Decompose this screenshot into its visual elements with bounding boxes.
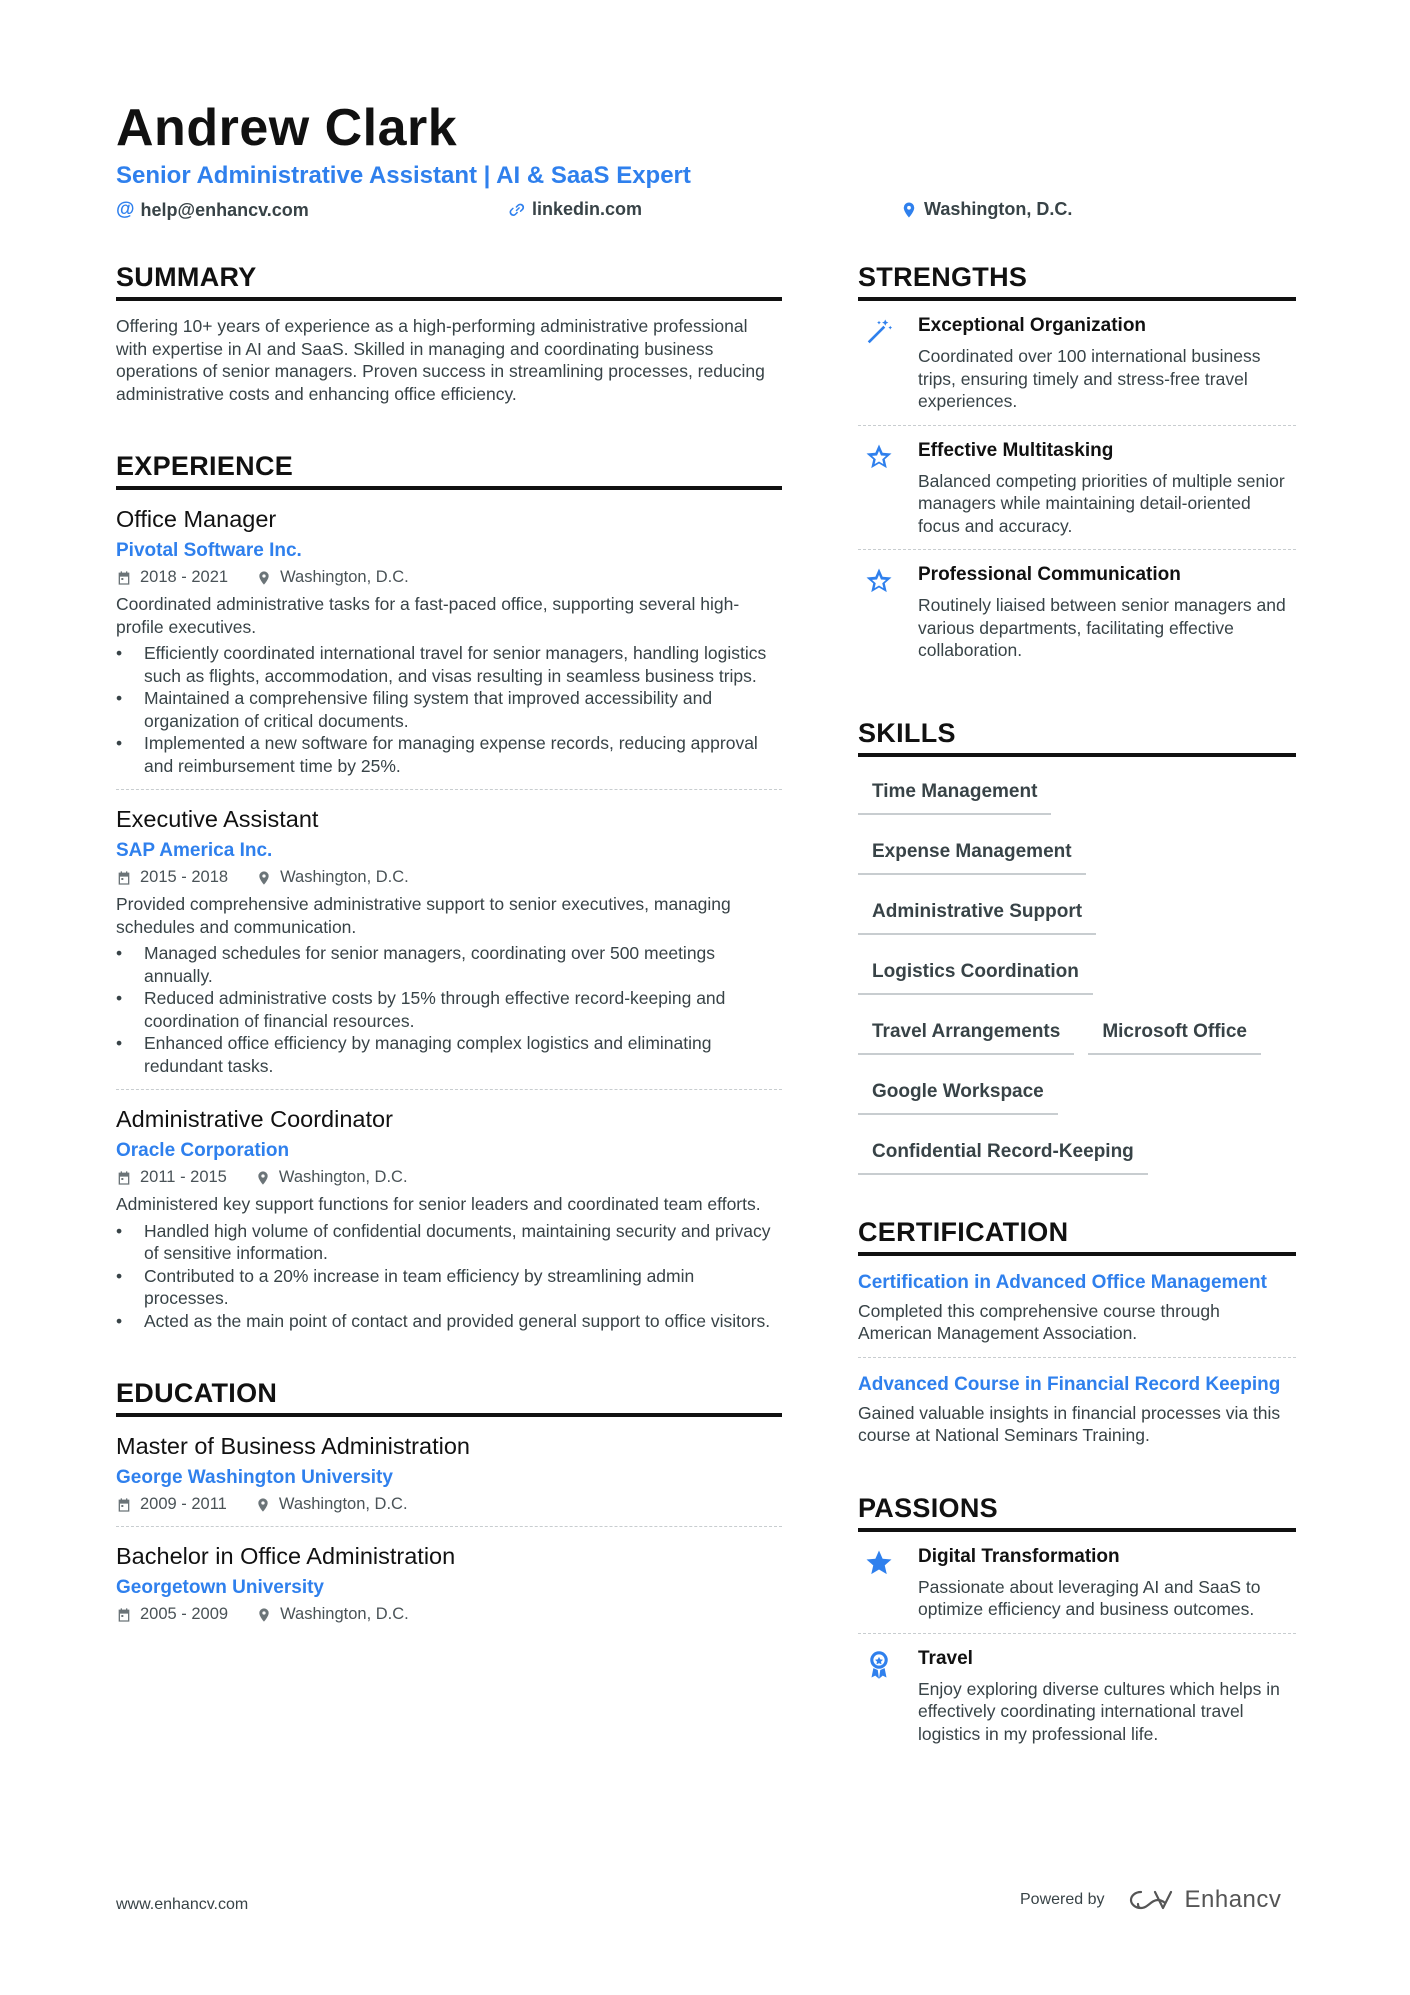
candidate-name: Andrew Clark: [116, 99, 458, 157]
job-bullets: [116, 942, 782, 1077]
divider: [858, 1357, 1296, 1358]
skills-list: [858, 769, 1296, 1189]
job-meta: [116, 568, 782, 587]
left-column: [116, 262, 782, 1624]
job-bullet: • Maintained a comprehensive filing system that improved accessibility and organization of critical documents.: [116, 687, 782, 732]
calendar-icon: [116, 1170, 132, 1186]
strengths-heading: STRENGTHS: [858, 262, 1296, 301]
location-pin-icon: [256, 1607, 272, 1623]
skill-tag: Administrative Support: [858, 889, 1096, 935]
candidate-title: Senior Administrative Assistant | AI & SaaS Expert: [116, 162, 691, 189]
brand-name: Enhancv: [1184, 1886, 1282, 1913]
location-pin-icon: [900, 201, 918, 219]
skill-tag: Time Management: [858, 769, 1051, 815]
certification-description: Gained valuable insights in financial processes via this course at National Seminars Training.: [858, 1402, 1281, 1445]
job-meta: [116, 868, 782, 887]
education-school: George Washington University: [116, 1467, 393, 1488]
job-bullets: [116, 1220, 782, 1333]
job-location: Washington, D.C.: [280, 868, 409, 886]
certification-title: Advanced Course in Financial Record Keeping: [858, 1373, 1281, 1395]
job-location: Washington, D.C.: [280, 568, 409, 586]
strengths-section: [858, 262, 1296, 674]
right-column: [858, 262, 1296, 1757]
education-school: Georgetown University: [116, 1577, 324, 1598]
passion-item: [858, 1532, 1296, 1633]
certification-description: Completed this comprehensive course through American Management Association.: [858, 1300, 1220, 1343]
education-location: Washington, D.C.: [278, 1495, 408, 1513]
job-dates: 2011 - 2015: [140, 1168, 227, 1186]
job-location: Washington, D.C.: [278, 1168, 408, 1186]
education-heading: EDUCATION: [116, 1378, 782, 1417]
education-dates: 2009 - 2011: [140, 1495, 227, 1513]
passions-section: [858, 1493, 1296, 1758]
job-entry: [116, 506, 782, 790]
education-entry: [116, 1543, 782, 1624]
location-pin-icon: [255, 1497, 271, 1513]
job-dates: 2015 - 2018: [140, 868, 229, 886]
strength-description: Coordinated over 100 international business trips, ensuring timely and stress-free travel experiences.: [918, 346, 1261, 411]
footer-website[interactable]: www.enhancv.com: [116, 1896, 249, 1913]
enhancv-logo-icon: [1129, 1888, 1175, 1912]
skill-tag: Expense Management: [858, 829, 1086, 875]
job-description: Coordinated administrative tasks for a fast-paced office, supporting several high-profile executives.: [116, 594, 740, 637]
location-pin-icon: [256, 870, 272, 886]
experience-section: [116, 451, 782, 1332]
award-ribbon-icon: [864, 1650, 894, 1680]
location-text: Washington, D.C.: [924, 199, 1073, 219]
strength-item: [858, 301, 1296, 425]
job-description: Provided comprehensive administrative support to senior executives, managing schedules and communication.: [116, 894, 731, 937]
job-role: Administrative Coordinator: [116, 1106, 393, 1132]
calendar-icon: [116, 1607, 132, 1623]
education-location: Washington, D.C.: [280, 1605, 409, 1623]
contact-email[interactable]: [116, 199, 309, 221]
job-entry: [116, 806, 782, 1090]
strength-title: Professional Communication: [918, 564, 1181, 585]
star-outline-icon: [864, 566, 894, 596]
experience-heading: EXPERIENCE: [116, 451, 782, 490]
powered-by-label: Powered by: [1020, 1891, 1105, 1908]
strength-description: Balanced competing priorities of multiple senior managers while maintaining detail-oriented focus and accuracy.: [918, 470, 1285, 536]
job-bullet: • Implemented a new software for managing expense records, reducing approval and reimbursement time by 25%.: [116, 732, 782, 777]
certification-title: Certification in Advanced Office Management: [858, 1271, 1267, 1293]
calendar-icon: [116, 1497, 132, 1513]
calendar-icon: [116, 570, 132, 586]
job-description: Administered key support functions for senior leaders and coordinated team efforts.: [116, 1194, 761, 1214]
strength-title: Exceptional Organization: [918, 315, 1147, 336]
certification-heading: CERTIFICATION: [858, 1217, 1296, 1256]
job-entry: [116, 1106, 782, 1332]
education-degree: Bachelor in Office Administration: [116, 1543, 456, 1569]
divider: [116, 1089, 782, 1090]
job-company: Pivotal Software Inc.: [116, 540, 302, 561]
footer-branding: [1020, 1886, 1281, 1914]
strength-item: [858, 426, 1296, 550]
job-bullet: • Acted as the main point of contact and provided general support to office visitors.: [116, 1310, 782, 1333]
certification-item: [858, 1374, 1296, 1447]
job-bullet: • Contributed to a 20% increase in team efficiency by streamlining admin processes.: [116, 1265, 782, 1310]
divider: [116, 789, 782, 790]
contact-location: [900, 199, 1072, 220]
education-meta: [116, 1495, 782, 1514]
linkedin-text: linkedin.com: [532, 199, 643, 219]
education-degree: Master of Business Administration: [116, 1433, 470, 1459]
job-bullet: • Handled high volume of confidential documents, maintaining security and privacy of sensitive information.: [116, 1220, 782, 1265]
brand-logo[interactable]: [1129, 1886, 1282, 1914]
certification-item: [858, 1272, 1296, 1358]
skill-tag: Travel Arrangements: [858, 1009, 1074, 1055]
passion-item: [858, 1634, 1296, 1758]
strength-item: [858, 550, 1296, 674]
certification-section: [858, 1217, 1296, 1447]
divider: [116, 1526, 782, 1527]
strength-title: Effective Multitasking: [918, 439, 1114, 461]
job-bullet: • Enhanced office efficiency by managing complex logistics and eliminating redundant tasks.: [116, 1032, 782, 1077]
job-company: SAP America Inc.: [116, 840, 273, 861]
summary-text: Offering 10+ years of experience as a high-performing administrative professional with expertise in AI and SaaS. Skilled in managing and coordinating business operations of senior managers. Proven success in streamlining processes, reducing administrative costs and enhancing office efficiency.: [116, 316, 765, 404]
summary-section: [116, 262, 782, 405]
calendar-icon: [116, 870, 132, 886]
job-company: Oracle Corporation: [116, 1140, 290, 1161]
link-icon: [508, 201, 526, 219]
job-bullet: • Reduced administrative costs by 15% through effective record-keeping and coordination of financial resources.: [116, 987, 782, 1032]
passion-description: Passionate about leveraging AI and SaaS to optimize efficiency and business outcomes.: [918, 1576, 1261, 1619]
job-dates: 2018 - 2021: [140, 568, 229, 586]
education-dates: 2005 - 2009: [140, 1605, 229, 1623]
skill-tag: Confidential Record-Keeping: [858, 1129, 1148, 1175]
email-text: help@enhancv.com: [140, 199, 309, 220]
magic-wand-icon: [864, 317, 894, 347]
passion-title: Travel: [918, 1647, 973, 1669]
passion-title: Digital Transformation: [918, 1545, 1120, 1567]
star-outline-icon: [864, 442, 894, 472]
job-role: Office Manager: [116, 506, 277, 532]
job-bullets: [116, 642, 782, 777]
passion-description: Enjoy exploring diverse cultures which helps in effectively coordinating international travel logistics in my professional life.: [918, 1678, 1280, 1744]
job-bullet: • Efficiently coordinated international travel for senior managers, handling logistics such as flights, accommodation, and visas resulting in seamless business trips.: [116, 642, 782, 687]
job-meta: [116, 1168, 782, 1187]
job-bullet: • Managed schedules for senior managers, coordinating over 500 meetings annually.: [116, 942, 782, 987]
education-meta: [116, 1605, 782, 1624]
skill-tag: Microsoft Office: [1088, 1009, 1261, 1055]
star-filled-icon: [864, 1548, 894, 1578]
education-section: [116, 1378, 782, 1624]
contact-linkedin[interactable]: [508, 199, 642, 220]
skill-tag: Google Workspace: [858, 1069, 1058, 1115]
strength-description: Routinely liaised between senior managers and various departments, facilitating effective collaboration.: [918, 595, 1286, 660]
skills-section: [858, 718, 1296, 1189]
education-entry: [116, 1433, 782, 1527]
at-icon: @: [116, 199, 135, 220]
location-pin-icon: [256, 570, 272, 586]
passions-heading: PASSIONS: [858, 1493, 1296, 1532]
job-role: Executive Assistant: [116, 806, 319, 832]
location-pin-icon: [255, 1170, 271, 1186]
skill-tag: Logistics Coordination: [858, 949, 1093, 995]
skills-heading: SKILLS: [858, 718, 1296, 757]
summary-heading: SUMMARY: [116, 262, 782, 301]
